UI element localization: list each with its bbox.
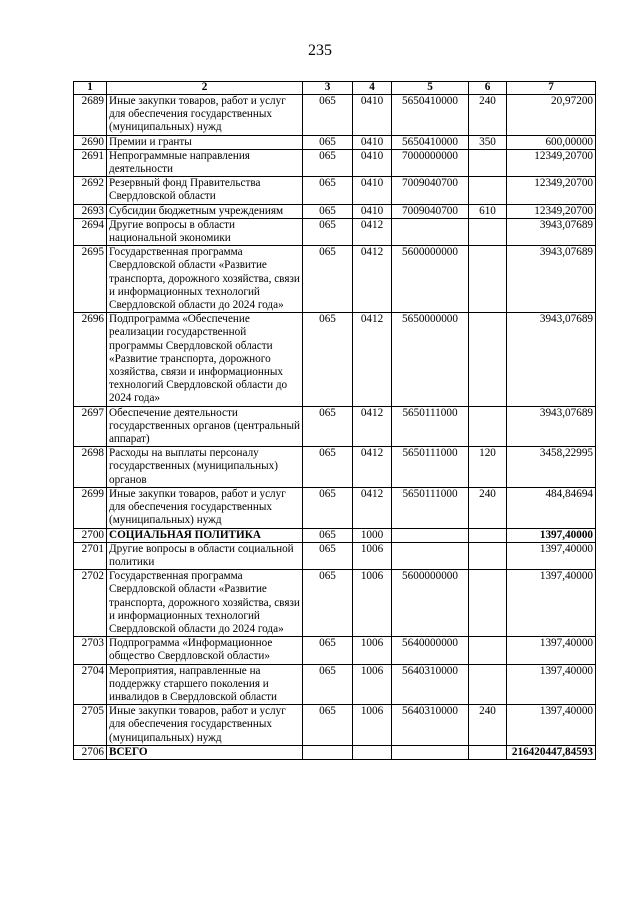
section-code-cell: 1006 xyxy=(353,542,392,569)
target-code-cell xyxy=(392,745,469,759)
section-code-cell: 0412 xyxy=(353,313,392,406)
section-code-cell: 0410 xyxy=(353,177,392,204)
expense-type-cell: 610 xyxy=(469,204,507,218)
target-code-cell: 5650000000 xyxy=(392,313,469,406)
section-code-cell: 0412 xyxy=(353,487,392,528)
target-code-cell: 5650111000 xyxy=(392,487,469,528)
amount-cell: 484,84694 xyxy=(507,487,596,528)
table-row xyxy=(74,570,596,637)
target-code-cell xyxy=(392,528,469,542)
row-number-cell: 2692 xyxy=(74,177,107,204)
row-number-cell: 2690 xyxy=(74,135,107,149)
amount-cell: 600,00000 xyxy=(507,135,596,149)
section-code-cell: 1006 xyxy=(353,664,392,705)
ministry-code-cell: 065 xyxy=(303,542,353,569)
row-name-cell: Иные закупки товаров, работ и услуг для обеспечения государственных (муниципальных) нужд xyxy=(107,705,303,746)
ministry-code-cell xyxy=(303,745,353,759)
row-number-cell: 2702 xyxy=(74,570,107,637)
expense-type-cell xyxy=(469,570,507,637)
target-code-cell: 7009040700 xyxy=(392,177,469,204)
table-header-row xyxy=(74,82,596,95)
amount-cell: 3943,07689 xyxy=(507,246,596,313)
table-row xyxy=(74,218,596,245)
target-code-cell: 7000000000 xyxy=(392,149,469,176)
section-code-cell: 1006 xyxy=(353,570,392,637)
row-name-cell: Резервный фонд Правительства Свердловской области xyxy=(107,177,303,204)
amount-cell: 1397,40000 xyxy=(507,705,596,746)
amount-cell: 12349,20700 xyxy=(507,204,596,218)
ministry-code-cell: 065 xyxy=(303,570,353,637)
target-code-cell: 5600000000 xyxy=(392,570,469,637)
amount-cell: 1397,40000 xyxy=(507,637,596,664)
expense-type-cell xyxy=(469,664,507,705)
row-name-cell: Другие вопросы в области национальной экономики xyxy=(107,218,303,245)
row-number-cell: 2689 xyxy=(74,95,107,136)
row-name-cell: Другие вопросы в области социальной политики xyxy=(107,542,303,569)
ministry-code-cell: 065 xyxy=(303,218,353,245)
ministry-code-cell: 065 xyxy=(303,528,353,542)
target-code-cell: 5640310000 xyxy=(392,705,469,746)
row-number-cell: 2695 xyxy=(74,246,107,313)
section-code-cell: 0410 xyxy=(353,204,392,218)
section-code-cell: 0412 xyxy=(353,406,392,447)
expense-type-cell: 240 xyxy=(469,95,507,136)
section-code-cell: 0410 xyxy=(353,135,392,149)
row-name-cell: Обеспечение деятельности государственных органов (центральный аппарат) xyxy=(107,406,303,447)
ministry-code-cell: 065 xyxy=(303,313,353,406)
column-header: 2 xyxy=(107,82,303,95)
row-name-cell: Непрограммные направления деятельности xyxy=(107,149,303,176)
target-code-cell xyxy=(392,218,469,245)
table-row xyxy=(74,246,596,313)
target-code-cell xyxy=(392,542,469,569)
row-number-cell: 2693 xyxy=(74,204,107,218)
row-number-cell: 2691 xyxy=(74,149,107,176)
expense-type-cell: 240 xyxy=(469,487,507,528)
table-row xyxy=(74,745,596,759)
row-name-cell: Иные закупки товаров, работ и услуг для обеспечения государственных (муниципальных) нужд xyxy=(107,95,303,136)
ministry-code-cell: 065 xyxy=(303,487,353,528)
target-code-cell: 5640000000 xyxy=(392,637,469,664)
expense-type-cell xyxy=(469,637,507,664)
column-header: 5 xyxy=(392,82,469,95)
table-row xyxy=(74,177,596,204)
table-row xyxy=(74,637,596,664)
target-code-cell: 5640310000 xyxy=(392,664,469,705)
row-name-cell: ВСЕГО xyxy=(107,745,303,759)
row-name-cell: Государственная программа Свердловской области «Развитие транспорта, дорожного хозяйства, связи и информационных технологий Свердловской области до 2024 года» xyxy=(107,246,303,313)
row-number-cell: 2698 xyxy=(74,447,107,488)
amount-cell: 12349,20700 xyxy=(507,177,596,204)
expense-type-cell xyxy=(469,218,507,245)
table-row xyxy=(74,313,596,406)
amount-cell: 1397,40000 xyxy=(507,570,596,637)
row-name-cell: Подпрограмма «Информационное общество Свердловской области» xyxy=(107,637,303,664)
amount-cell: 1397,40000 xyxy=(507,664,596,705)
row-number-cell: 2696 xyxy=(74,313,107,406)
budget-table xyxy=(73,81,596,760)
expense-type-cell: 350 xyxy=(469,135,507,149)
section-code-cell: 0412 xyxy=(353,246,392,313)
expense-type-cell xyxy=(469,149,507,176)
section-code-cell: 0410 xyxy=(353,149,392,176)
table-row xyxy=(74,95,596,136)
amount-cell: 12349,20700 xyxy=(507,149,596,176)
table-row xyxy=(74,487,596,528)
expense-type-cell xyxy=(469,745,507,759)
section-code-cell: 0410 xyxy=(353,95,392,136)
ministry-code-cell: 065 xyxy=(303,204,353,218)
expense-type-cell xyxy=(469,313,507,406)
page-number: 235 xyxy=(308,42,332,59)
amount-cell: 3943,07689 xyxy=(507,313,596,406)
row-name-cell: Иные закупки товаров, работ и услуг для обеспечения государственных (муниципальных) нужд xyxy=(107,487,303,528)
ministry-code-cell: 065 xyxy=(303,177,353,204)
target-code-cell: 5650111000 xyxy=(392,406,469,447)
ministry-code-cell: 065 xyxy=(303,664,353,705)
amount-cell: 20,97200 xyxy=(507,95,596,136)
column-header: 4 xyxy=(353,82,392,95)
expense-type-cell xyxy=(469,406,507,447)
target-code-cell: 5600000000 xyxy=(392,246,469,313)
ministry-code-cell: 065 xyxy=(303,246,353,313)
row-number-cell: 2694 xyxy=(74,218,107,245)
expense-type-cell xyxy=(469,528,507,542)
row-name-cell: Субсидии бюджетным учреждениям xyxy=(107,204,303,218)
amount-cell: 1397,40000 xyxy=(507,542,596,569)
table-row xyxy=(74,204,596,218)
table-row xyxy=(74,447,596,488)
row-name-cell: Расходы на выплаты персоналу государственных (муниципальных) органов xyxy=(107,447,303,488)
section-code-cell: 1000 xyxy=(353,528,392,542)
expense-type-cell xyxy=(469,177,507,204)
ministry-code-cell: 065 xyxy=(303,135,353,149)
target-code-cell: 5650410000 xyxy=(392,135,469,149)
table-row xyxy=(74,149,596,176)
table-row xyxy=(74,528,596,542)
expense-type-cell: 120 xyxy=(469,447,507,488)
amount-cell: 3458,22995 xyxy=(507,447,596,488)
section-code-cell: 1006 xyxy=(353,705,392,746)
row-number-cell: 2701 xyxy=(74,542,107,569)
expense-type-cell xyxy=(469,246,507,313)
table-row xyxy=(74,406,596,447)
amount-cell: 3943,07689 xyxy=(507,218,596,245)
column-header: 6 xyxy=(469,82,507,95)
column-header: 1 xyxy=(74,82,107,95)
target-code-cell: 5650111000 xyxy=(392,447,469,488)
row-number-cell: 2700 xyxy=(74,528,107,542)
section-code-cell: 0412 xyxy=(353,447,392,488)
row-name-cell: Мероприятия, направленные на поддержку старшего поколения и инвалидов в Свердловской области xyxy=(107,664,303,705)
column-header: 3 xyxy=(303,82,353,95)
ministry-code-cell: 065 xyxy=(303,637,353,664)
ministry-code-cell: 065 xyxy=(303,406,353,447)
ministry-code-cell: 065 xyxy=(303,149,353,176)
table-row xyxy=(74,135,596,149)
target-code-cell: 5650410000 xyxy=(392,95,469,136)
row-number-cell: 2699 xyxy=(74,487,107,528)
row-name-cell: СОЦИАЛЬНАЯ ПОЛИТИКА xyxy=(107,528,303,542)
section-code-cell: 0412 xyxy=(353,218,392,245)
table-row xyxy=(74,542,596,569)
row-name-cell: Премии и гранты xyxy=(107,135,303,149)
table-row xyxy=(74,664,596,705)
amount-cell: 3943,07689 xyxy=(507,406,596,447)
table-row xyxy=(74,705,596,746)
row-name-cell: Подпрограмма «Обеспечение реализации государственной программы Свердловской области «Развитие транспорта, дорожного хозяйства, связи и информационных технологий Свердловской области до 2024 года» xyxy=(107,313,303,406)
row-number-cell: 2704 xyxy=(74,664,107,705)
expense-type-cell xyxy=(469,542,507,569)
ministry-code-cell: 065 xyxy=(303,447,353,488)
section-code-cell xyxy=(353,745,392,759)
expense-type-cell: 240 xyxy=(469,705,507,746)
column-header: 7 xyxy=(507,82,596,95)
ministry-code-cell: 065 xyxy=(303,95,353,136)
row-number-cell: 2703 xyxy=(74,637,107,664)
amount-cell: 216420447,84593 xyxy=(507,745,596,759)
amount-cell: 1397,40000 xyxy=(507,528,596,542)
section-code-cell: 1006 xyxy=(353,637,392,664)
row-number-cell: 2697 xyxy=(74,406,107,447)
row-number-cell: 2705 xyxy=(74,705,107,746)
ministry-code-cell: 065 xyxy=(303,705,353,746)
row-number-cell: 2706 xyxy=(74,745,107,759)
target-code-cell: 7009040700 xyxy=(392,204,469,218)
row-name-cell: Государственная программа Свердловской области «Развитие транспорта, дорожного хозяйства, связи и информационных технологий Свердловской области до 2024 года» xyxy=(107,570,303,637)
